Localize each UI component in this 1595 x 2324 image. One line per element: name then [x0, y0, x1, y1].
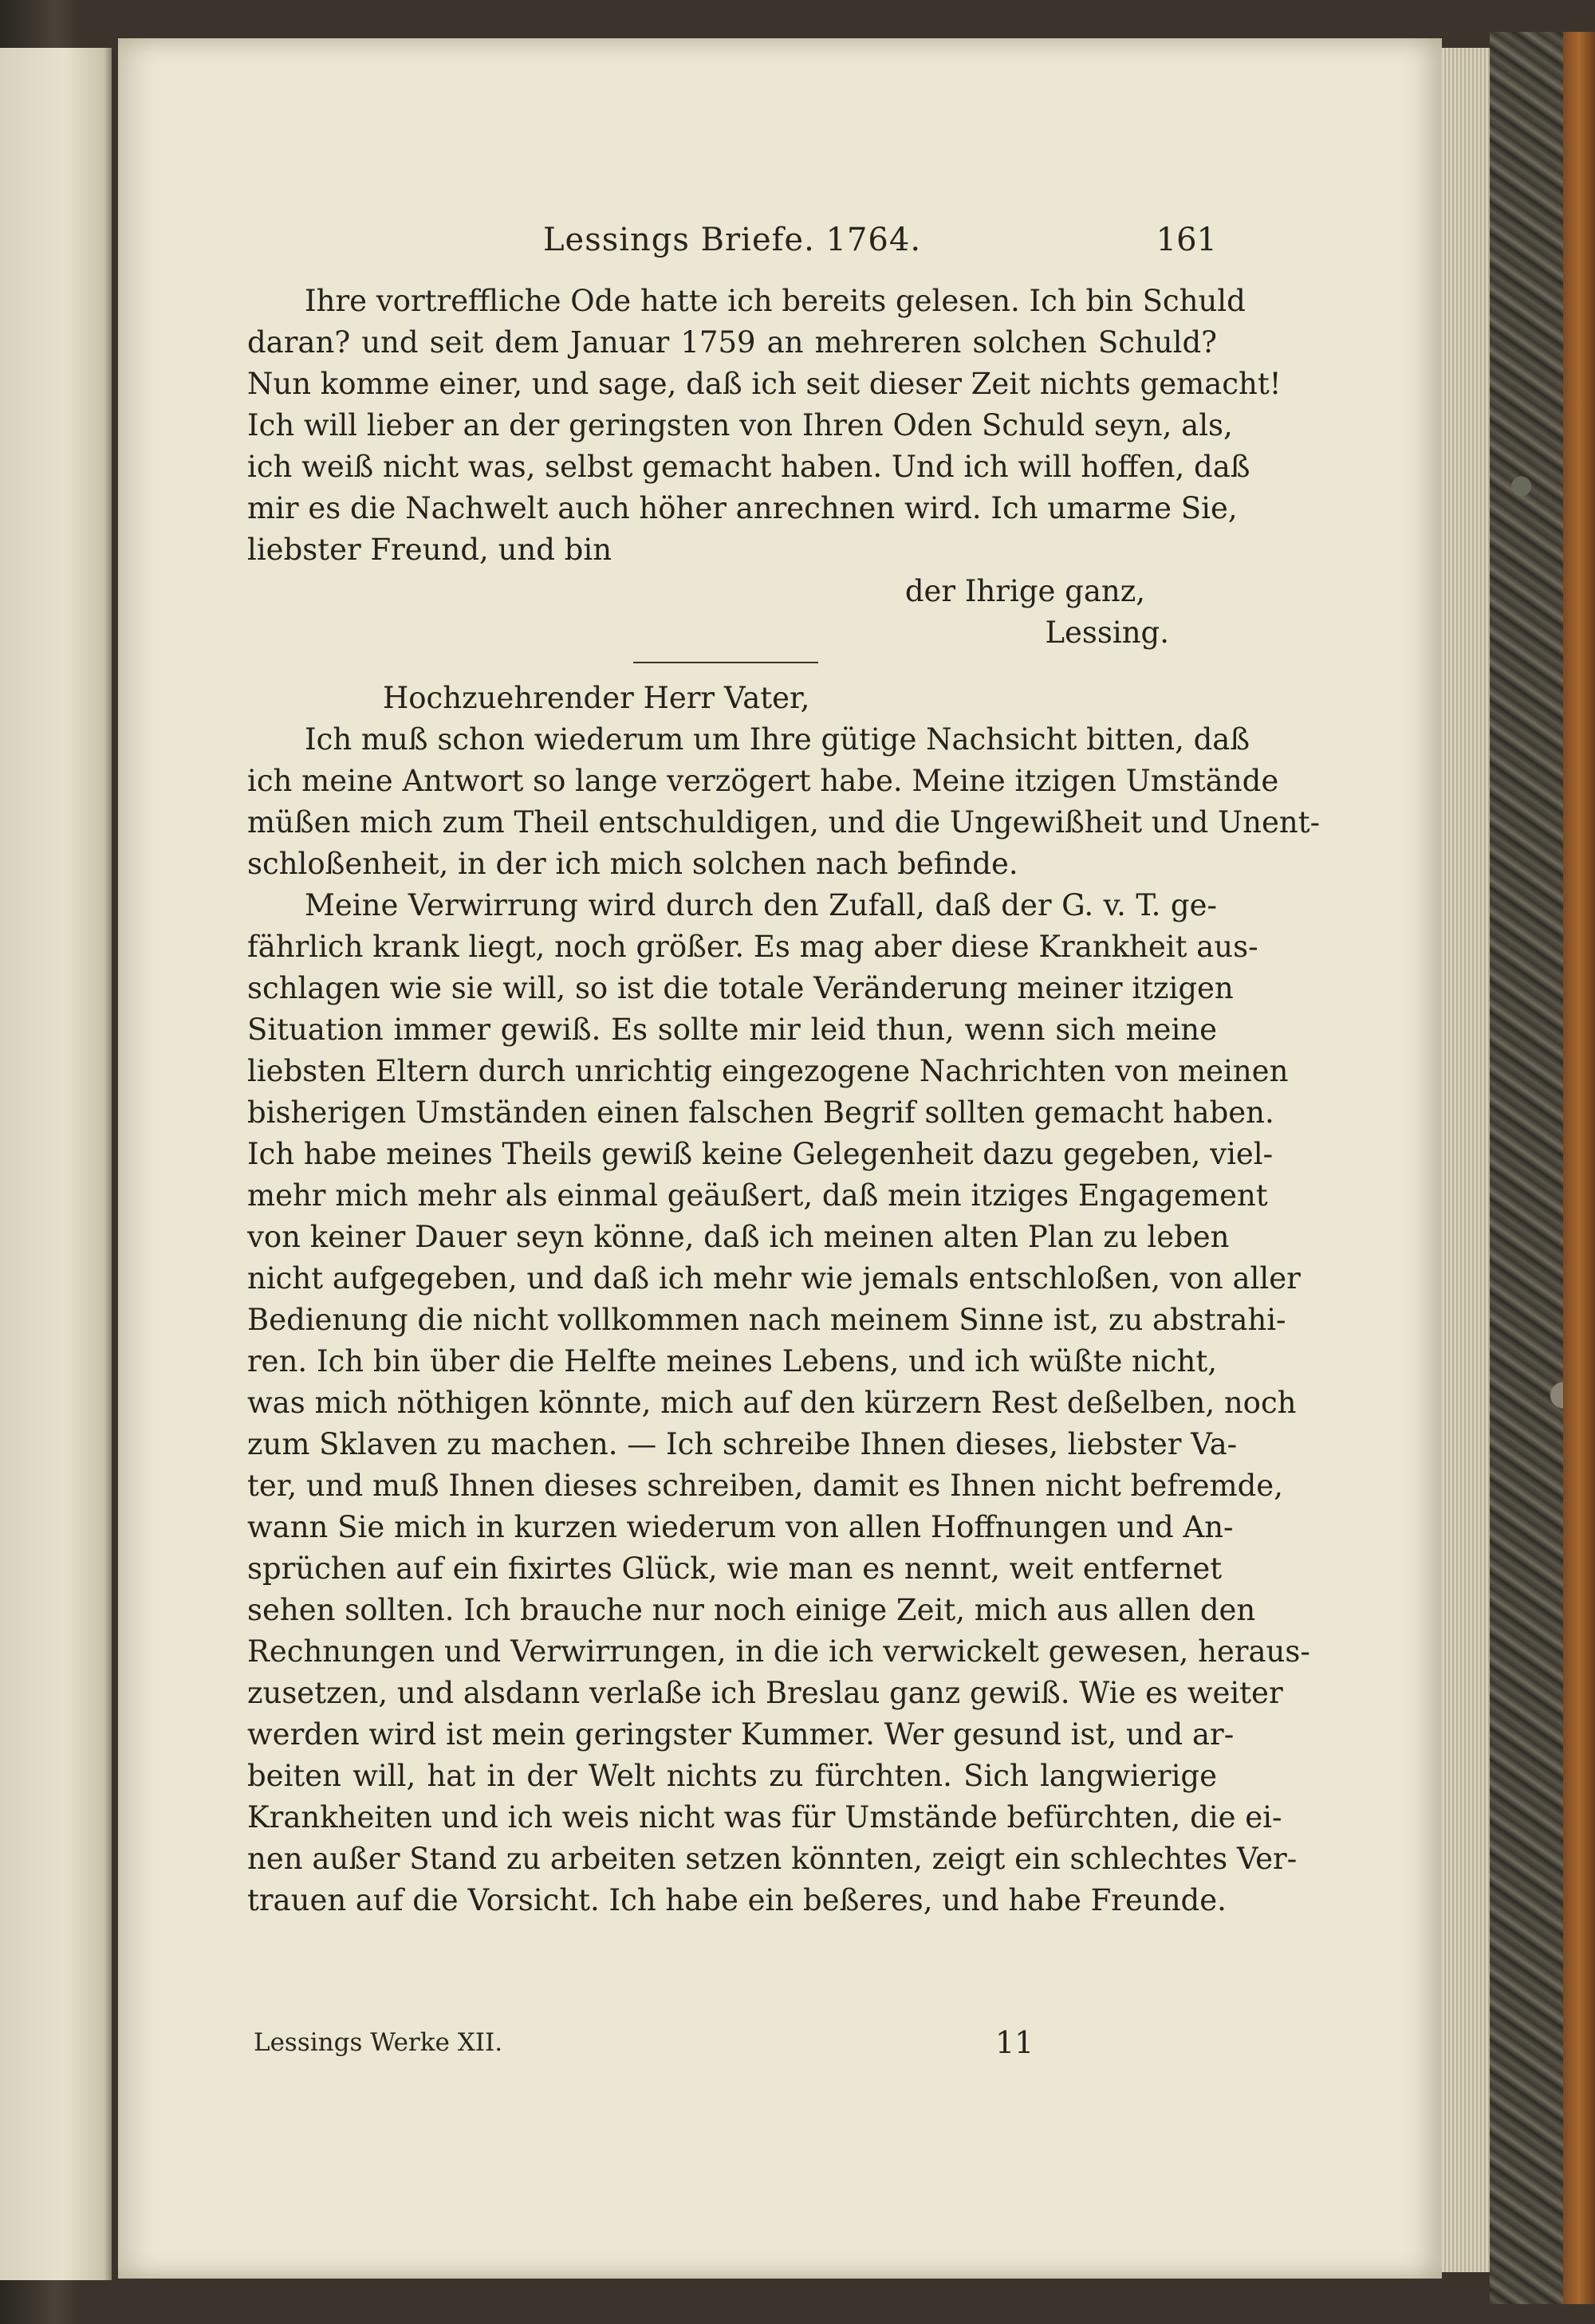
text-line: Meine Verwirrung wird durch den Zufall, daß der G. v. T. ge-	[305, 888, 1217, 922]
text-line: Rechnungen und Verwirrungen, in die ich verwickelt gewesen, heraus-	[247, 1634, 1310, 1669]
text-line: Ihre vortreffliche Ode hatte ich bereits gelesen. Ich bin Schuld	[305, 284, 1246, 318]
text-line: beiten will, hat in der Welt nichts zu fürchten. Sich langwierige	[247, 1759, 1217, 1793]
text-line: von keiner Dauer seyn könne, daß ich meinen alten Plan zu leben	[247, 1220, 1230, 1254]
text-line: Ich muß schon wiederum um Ihre gütige Nachsicht bitten, daß	[305, 722, 1250, 757]
page-edges	[1442, 48, 1490, 2272]
text-line: werden wird ist mein geringster Kummer. Wer gesund ist, und ar-	[247, 1717, 1235, 1752]
text-line: müßen mich zum Theil entschuldigen, und die Ungewißheit und Unent-	[247, 805, 1321, 840]
text-line: liebster Freund, und bin	[247, 533, 612, 567]
text-line: liebsten Eltern durch unrichtig eingezogene Nachrichten von meinen	[247, 1054, 1289, 1088]
text-line: Krankheiten und ich weis nicht was für Umstände befürchten, die ei-	[247, 1800, 1282, 1834]
letter-1	[247, 281, 1282, 663]
text-line: schlagen wie sie will, so ist die totale Veränderung meiner itzigen	[247, 971, 1234, 1005]
text-line: Situation immer gewiß. Es sollte mir leid thun, wenn sich meine	[247, 1013, 1217, 1047]
letter-2	[247, 678, 1321, 1921]
text-line: trauen auf die Vorsicht. Ich habe ein beßeres, und habe Freunde.	[247, 1883, 1227, 1917]
page-footer	[254, 2025, 1223, 2066]
text-line: Ich habe meines Theils gewiß keine Gelegenheit dazu gegeben, viel-	[247, 1137, 1274, 1171]
running-title: Lessings Briefe. 1764.	[542, 222, 922, 258]
letter-greeting: Hochzuehrender Herr Vater,	[383, 681, 810, 715]
text-line: was mich nöthigen könnte, mich auf den kürzern Rest deßelben, noch	[247, 1386, 1297, 1420]
letter-separator-rule	[633, 662, 818, 663]
letter-closing: der Ihrige ganz,	[904, 574, 1145, 608]
text-line: bisherigen Umständen einen falschen Begrif sollten gemacht haben.	[247, 1095, 1274, 1130]
text-line: nen außer Stand zu arbeiten setzen könnten, zeigt ein schlechtes Ver-	[247, 1842, 1298, 1876]
text-line: Ich will lieber an der geringsten von Ihren Oden Schuld seyn, als,	[247, 408, 1233, 442]
text-line: zusetzen, und alsdann verlaße ich Breslau ganz gewiß. Wie es weiter	[247, 1676, 1283, 1710]
letter-signature: Lessing.	[1045, 615, 1169, 650]
text-line: wann Sie mich in kurzen wiederum von allen Hoffnungen und An-	[247, 1510, 1234, 1544]
page-header	[247, 222, 1217, 269]
text-line: nicht aufgegeben, und daß ich mehr wie jemals entschloßen, von aller	[247, 1261, 1301, 1296]
text-line: mir es die Nachwelt auch höher anrechnen wird. Ich umarme Sie,	[247, 491, 1238, 525]
left-page-edge	[0, 48, 112, 2280]
footer-signature-mark: 11	[995, 2025, 1034, 2060]
text-line: daran? und seit dem Januar 1759 an mehreren solchen Schuld?	[247, 325, 1217, 360]
text-line: zum Sklaven zu machen. — Ich schreibe Ihnen dieses, liebster Va-	[247, 1427, 1238, 1461]
cover-leather-edge	[1563, 32, 1595, 2304]
page-number: 161	[1156, 222, 1217, 258]
text-line: ter, und muß Ihnen dieses schreiben, damit es Ihnen nicht befremde,	[247, 1469, 1283, 1503]
text-line: ich meine Antwort so lange verzögert habe. Meine itzigen Umstände	[247, 764, 1279, 798]
footer-work-title: Lessings Werke XII.	[254, 2028, 503, 2057]
text-line: Nun komme einer, und sage, daß ich seit dieser Zeit nichts gemacht!	[247, 367, 1282, 401]
text-line: sehen sollten. Ich brauche nur noch einige Zeit, mich aus allen den	[247, 1593, 1256, 1627]
text-line: schloßenheit, in der ich mich solchen nach befinde.	[247, 847, 1018, 881]
text-line: fährlich krank liegt, noch größer. Es mag aber diese Krankheit aus-	[247, 930, 1258, 964]
body-text	[247, 281, 1321, 1921]
text-line: mehr mich mehr als einmal geäußert, daß mein itziges Engagement	[247, 1178, 1268, 1213]
text-line: sprüchen auf ein fixirtes Glück, wie man es nennt, weit entfernet	[247, 1551, 1223, 1586]
text-line: ren. Ich bin über die Helfte meines Lebens, und ich wüßte nicht,	[247, 1344, 1217, 1378]
text-line: ich weiß nicht was, selbst gemacht haben. Und ich will hoffen, daß	[247, 450, 1250, 484]
text-line: Bedienung die nicht vollkommen nach meinem Sinne ist, zu abstrahi-	[247, 1303, 1286, 1337]
